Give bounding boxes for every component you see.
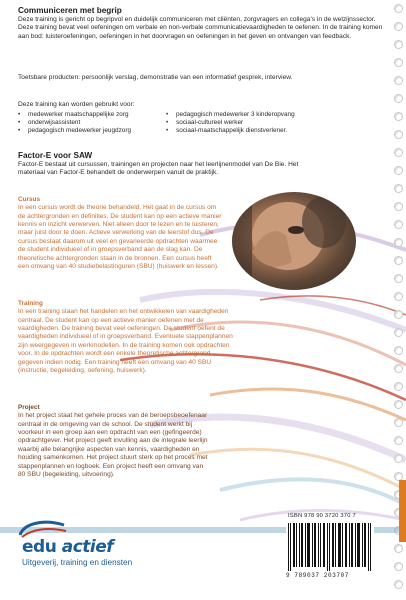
isbn-label: ISBN 978 90 3720 370 7	[288, 513, 356, 519]
logo-actief: actief	[61, 537, 114, 557]
saw-section	[18, 151, 318, 178]
list-item: • medewerker maatschappelijke zorg	[18, 111, 168, 119]
publisher-tagline: Uitgeverij, training en diensten	[22, 558, 133, 567]
orange-edge-tab	[399, 480, 406, 542]
project-body: In het project staat het gehele proces van de beroepsbeoefenaar centraal in de omgeving van de school. De student werkt bij voorkeur in een groep aan een opdracht van een (gefingeerde) opdrachtgever. Het project geeft invulling aan de integrale leerlijn waarbij alle belangrijke aspecten van kennis, vaardigheden en houding samenkomen. Het project stuurt sterk op het proces met stappenplannen en logboek. Een project heeft een omvang van 80 SBU (begeleiding, uitvoering).	[18, 412, 208, 479]
list-item: • pedagogisch medewerker 3 kinderopvang	[166, 111, 376, 119]
publisher-logo-text	[22, 537, 113, 557]
cursus-section	[18, 196, 224, 271]
saw-body: Factor-E bestaat uit cursussen, trainingen en projecten naar het leerlijnenmodel van De Bie. Het materiaal van Factor-E behandelt de onderwerpen vanuit de praktijk.	[18, 161, 299, 177]
barcode-number: 9 789037 203707	[286, 572, 350, 579]
logo-edu: edu	[22, 537, 57, 557]
usage-intro	[18, 101, 390, 109]
training-section	[18, 300, 234, 375]
usage-intro-text: Deze training kan worden gebruikt voor:	[18, 101, 135, 108]
list-item: • pedagogisch medewerker jeugdzorg	[18, 127, 168, 135]
products-line: Toetsbare producten: persoonlijk verslag, demonstratie van een informatief gesprek, interview.	[18, 74, 293, 81]
project-section	[18, 404, 208, 479]
intro-section	[18, 6, 390, 41]
saw-title: Factor-E voor SAW	[18, 151, 93, 160]
usage-list-left	[18, 111, 168, 136]
project-heading: Project	[18, 404, 40, 411]
list-item: • sociaal-maatschappelijk dienstverlener.	[166, 127, 376, 135]
usage-list-right	[166, 111, 376, 136]
intro-body: Deze training is gericht op begripvol en duidelijk communiceren met cliënten, zorgvragers en collega's in de welzijnssector. Deze training bevat veel oefeningen om verbale en non-verbale communicatievaardigheden te oefenen. In de training komen aan bod: luisteroefeningen, oefeningen in het doorvragen en oefeningen in het geven en ontvangen van feedback.	[18, 16, 383, 40]
list-item: • onderwijsassistent	[18, 119, 168, 127]
intro-title: Communiceren met begrip	[18, 6, 122, 15]
child-photo	[232, 192, 356, 290]
cursus-heading: Cursus	[18, 196, 41, 203]
training-body: In een training staan het handelen en het ontwikkelen van vaardigheden centraal. De student kan op een actieve manier oefenen met de vaardigheden. De training bevat veel oefeningen. De student oefent de vaardigheden individueel of in groepsverband. Eventuele stappenplannen zijn weergegeven in werkmodellen. In de training komen ook opdrachten voor. In de opdrachten wordt een enkele theoretische achtergrond gegeven indien nodig. Een training heeft een omvang van 40 SBU (instructie, begeleiding, oefening, huiswerk).	[18, 308, 233, 375]
products-text	[18, 74, 390, 82]
cursus-body: In een cursus wordt de theorie behandeld. Het gaat in de cursus om de achtergronden en definities. De student kan op een actieve manier kennis en inzicht verwerven. Niet alleen door te lezen en te luisteren, maar juist door te doen. Actieve verwerking van de leerstof dus. De cursus bestaat daarom uit veel en gevarieerde opdrachten waarmee de student individueel of in groepsverband aan de slag kan. De theoretische achtergronden staan in de bronnen. Een cursus heeft een omvang van 40 studiebelastinguren (SBU) (huiswerk en lessen).	[18, 204, 222, 271]
isbn-barcode	[286, 523, 374, 571]
list-item: • sociaal-cultureel werker	[166, 119, 376, 127]
training-heading: Training	[18, 300, 43, 307]
